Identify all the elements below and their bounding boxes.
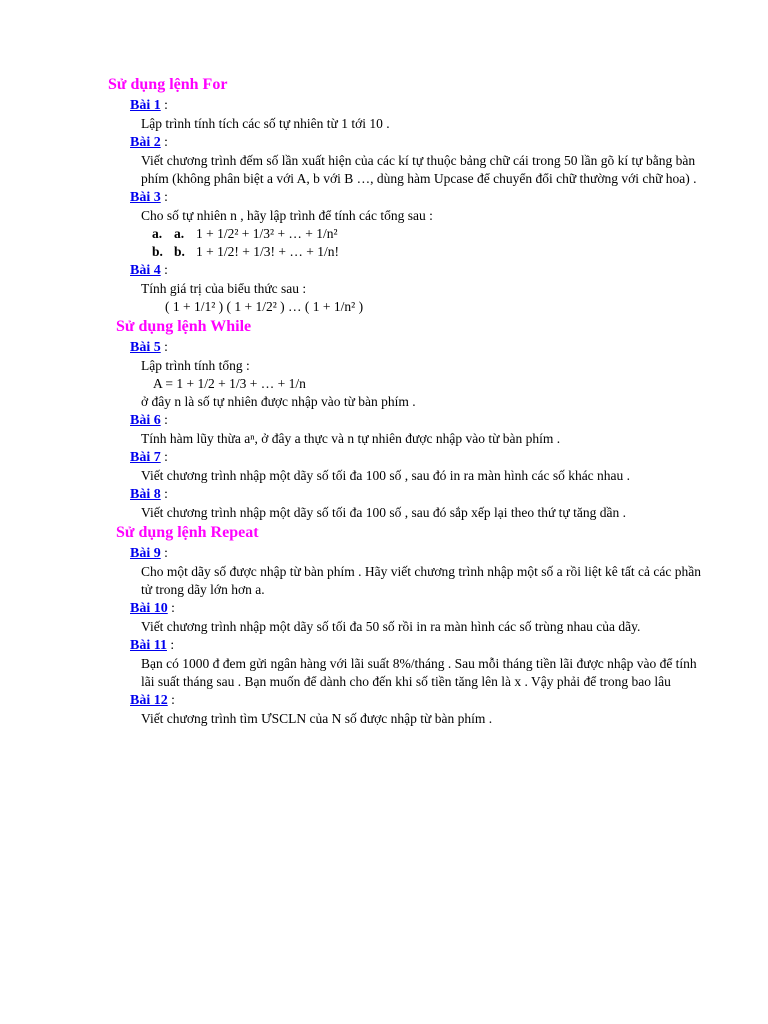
section-heading-repeat: Sử dụng lệnh Repeat: [116, 524, 259, 541]
exercise-5-formula: A = 1 + 1/2 + 1/3 + … + 1/n: [153, 376, 306, 391]
exercise-4-text: Tính giá trị của biểu thức sau :: [141, 281, 307, 296]
exercise-10-text: Viết chương trình nhập một dãy số tối đa 50 số rồi in ra màn hình các số trùng nhau của dãy.: [141, 619, 641, 634]
exercise-8-link[interactable]: Bài 8: [130, 487, 161, 502]
exercise-7-link[interactable]: Bài 7: [130, 450, 161, 465]
label-colon: :: [160, 545, 168, 560]
exercise-9-text: Cho một dãy số được nhập từ bàn phím . Hãy viết chương trình nhập một số a rồi liệt kê tất cả các phần tử trong dãy lớn hơn a.: [141, 564, 701, 597]
label-colon: :: [167, 600, 175, 615]
section-heading-while: Sử dụng lệnh While: [116, 318, 252, 335]
exercise-5-text: Lập trình tính tổng :: [141, 358, 250, 373]
exercise-6: [0, 411, 768, 448]
exercise-6-link[interactable]: Bài 6: [130, 413, 161, 428]
exercise-6-text: Tính hàm lũy thừa aⁿ, ở đây a thực và n tự nhiên được nhập vào từ bàn phím .: [141, 431, 561, 446]
label-colon: :: [166, 637, 175, 652]
list-item: [141, 225, 701, 243]
exercise-8: [0, 485, 768, 522]
exercise-11: [0, 636, 768, 691]
list-item: [141, 243, 701, 261]
exercise-4-formula: ( 1 + 1/1² ) ( 1 + 1/2² ) … ( 1 + 1/n² ): [165, 299, 364, 314]
exercise-11-link[interactable]: Bài 11: [130, 638, 167, 653]
exercise-7: [0, 448, 768, 485]
exercise-10-link[interactable]: Bài 10: [130, 601, 168, 616]
exercise-4: [0, 261, 768, 316]
list-expression: 1 + 1/2² + 1/3² + … + 1/n²: [196, 226, 338, 241]
exercise-4-link[interactable]: Bài 4: [130, 263, 161, 278]
exercise-9-link[interactable]: Bài 9: [130, 546, 161, 561]
label-colon: :: [160, 412, 168, 427]
label-colon: :: [160, 134, 168, 149]
exercise-11-text: Bạn có 1000 đ đem gửi ngân hàng với lãi suất 8%/tháng . Sau mỗi tháng tiền lãi được nhập vào để tính lãi suất tháng sau . Bạn muốn để dành cho đến khi số tiền tăng lên là x . Vậy phải để trong bao lâu: [141, 656, 697, 689]
label-colon: :: [160, 97, 168, 112]
exercise-3-text: Cho số tự nhiên n , hãy lập trình để tính các tổng sau :: [141, 208, 433, 223]
exercise-2-link[interactable]: Bài 2: [130, 135, 161, 150]
exercise-9: [0, 544, 768, 599]
label-colon: :: [167, 692, 175, 707]
exercise-5-note: ở đây n là số tự nhiên được nhập vào từ bàn phím .: [141, 394, 416, 409]
list-sub-marker: b.: [174, 244, 185, 259]
section-heading-for: Sử dụng lệnh For: [108, 76, 228, 93]
list-marker: a.: [152, 226, 163, 241]
exercise-1-text: Lập trình tính tích các số tự nhiên từ 1 tới 10 .: [141, 116, 390, 131]
list-sub-marker: a.: [174, 226, 185, 241]
label-colon: :: [160, 339, 168, 354]
exercise-8-text: Viết chương trình nhập một dãy số tối đa 100 số , sau đó sắp xếp lại theo thứ tự tăng dần .: [141, 505, 626, 520]
list-marker: b.: [152, 244, 163, 259]
list-expression: 1 + 1/2! + 1/3! + … + 1/n!: [196, 244, 339, 259]
exercise-3: [0, 188, 768, 261]
exercise-12-link[interactable]: Bài 12: [130, 693, 168, 708]
label-colon: :: [160, 262, 168, 277]
label-colon: :: [160, 449, 168, 464]
exercise-10: [0, 599, 768, 636]
exercise-7-text: Viết chương trình nhập một dãy số tối đa 100 số , sau đó in ra màn hình các số khác nhau .: [141, 468, 631, 483]
exercise-2-text: Viết chương trình đếm số lần xuất hiện của các kí tự thuộc bảng chữ cái trong 50 lần gõ kí tự bằng bàn phím (không phân biệt a với A, b với B …, dùng hàm Upcase để chuyển đổi chữ thường với chữ hoa) .: [141, 153, 697, 186]
label-colon: :: [160, 189, 168, 204]
exercise-1-link[interactable]: Bài 1: [130, 98, 161, 113]
exercise-3-list: [141, 225, 701, 261]
exercise-5-link[interactable]: Bài 5: [130, 340, 161, 355]
exercise-2: [0, 133, 768, 188]
exercise-1: [0, 96, 768, 133]
label-colon: :: [160, 486, 168, 501]
exercise-12-text: Viết chương trình tìm ƯSCLN của N số được nhập từ bàn phím .: [141, 711, 493, 726]
exercise-3-link[interactable]: Bài 3: [130, 190, 161, 205]
exercise-12: [0, 691, 768, 728]
exercise-5: [0, 338, 768, 411]
